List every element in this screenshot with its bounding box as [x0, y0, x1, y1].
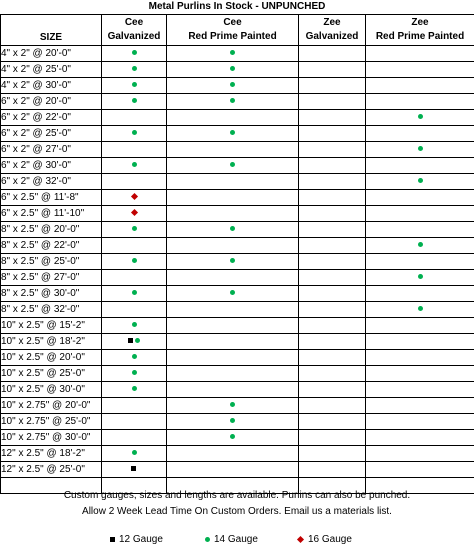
table-row [1, 414, 474, 430]
table-row [1, 334, 474, 350]
cee-galvanized-cell [102, 446, 167, 462]
cee-red-prime-cell [167, 142, 299, 158]
green-dot-icon [205, 537, 210, 542]
green-dot-icon [132, 226, 137, 231]
size-cell: 6" x 2" @ 22'-0" [1, 110, 102, 126]
notes-block [0, 488, 474, 520]
green-dot-icon [132, 98, 137, 103]
zee-red-prime-cell [366, 302, 474, 318]
green-dot-icon [132, 130, 137, 135]
table-body [1, 46, 474, 494]
zee-galvanized-cell [299, 254, 366, 270]
size-cell: 8" x 2.5" @ 27'-0" [1, 270, 102, 286]
green-dot-icon [132, 162, 137, 167]
zee-galvanized-cell [299, 190, 366, 206]
table-row [1, 222, 474, 238]
cee-red-prime-cell [167, 334, 299, 350]
cee-red-prime-cell [167, 62, 299, 78]
cee-red-prime-column-header [167, 15, 299, 46]
legend-label-14-gauge: 14 Gauge [214, 534, 258, 545]
table-row [1, 46, 474, 62]
zee-red-prime-cell [366, 142, 474, 158]
green-dot-icon [230, 290, 235, 295]
zee-red-prime-cell [366, 46, 474, 62]
green-dot-icon [132, 66, 137, 71]
cee-galvanized-cell [102, 62, 167, 78]
zee-galvanized-cell [299, 222, 366, 238]
zee-galvanized-cell [299, 238, 366, 254]
cee-galvanized-cell [102, 254, 167, 270]
zee-red-prime-cell [366, 366, 474, 382]
zee-red-prime-cell [366, 206, 474, 222]
size-cell: 10" x 2.5" @ 18'-2" [1, 334, 102, 350]
zee-red-prime-cell [366, 446, 474, 462]
size-cell: 8" x 2.5" @ 30'-0" [1, 286, 102, 302]
cee-galvanized-header-line1: Cee [124, 17, 144, 28]
green-dot-icon [132, 82, 137, 87]
zee-galvanized-cell [299, 158, 366, 174]
zee-galvanized-cell [299, 462, 366, 478]
zee-galvanized-cell [299, 126, 366, 142]
green-dot-icon [132, 290, 137, 295]
note-custom-sizes: Custom gauges, sizes and lengths are available. Purlins can also be punched. [63, 490, 411, 501]
legend-item-12-gauge [110, 533, 163, 547]
table-row [1, 366, 474, 382]
green-dot-icon [132, 450, 137, 455]
black-square-icon [128, 338, 133, 343]
size-cell: 8" x 2.5" @ 20'-0" [1, 222, 102, 238]
size-cell: 12" x 2.5" @ 18'-2" [1, 446, 102, 462]
zee-red-prime-cell [366, 430, 474, 446]
zee-galvanized-cell [299, 366, 366, 382]
table-row [1, 174, 474, 190]
cee-galvanized-cell [102, 78, 167, 94]
legend-label-12-gauge: 12 Gauge [119, 534, 163, 545]
cee-red-prime-cell [167, 110, 299, 126]
cee-galvanized-cell [102, 46, 167, 62]
cee-galvanized-cell [102, 286, 167, 302]
legend-item-14-gauge [205, 533, 258, 547]
header-row [1, 15, 474, 46]
green-dot-icon [230, 66, 235, 71]
red-diamond-icon [130, 209, 137, 216]
cee-galvanized-cell [102, 238, 167, 254]
zee-galvanized-cell [299, 62, 366, 78]
size-column-header: SIZE [1, 15, 102, 46]
purlin-stock-table [0, 14, 474, 494]
table-row [1, 78, 474, 94]
legend-item-16-gauge [298, 533, 352, 547]
size-cell: 6" x 2" @ 32'-0" [1, 174, 102, 190]
zee-galvanized-cell [299, 206, 366, 222]
cee-galvanized-cell [102, 382, 167, 398]
cee-galvanized-cell [102, 398, 167, 414]
zee-red-prime-cell [366, 94, 474, 110]
zee-galvanized-cell [299, 318, 366, 334]
green-dot-icon [132, 370, 137, 375]
zee-galvanized-cell [299, 430, 366, 446]
size-cell: 6" x 2.5" @ 11'-8" [1, 190, 102, 206]
zee-galvanized-cell [299, 334, 366, 350]
green-dot-icon [230, 226, 235, 231]
size-cell: 8" x 2.5" @ 25'-0" [1, 254, 102, 270]
size-cell: 10" x 2.5" @ 15'-2" [1, 318, 102, 334]
size-cell: 10" x 2.75" @ 20'-0" [1, 398, 102, 414]
zee-galvanized-cell [299, 142, 366, 158]
cee-galvanized-cell [102, 206, 167, 222]
cee-galvanized-cell [102, 222, 167, 238]
size-cell: 4" x 2" @ 30'-0" [1, 78, 102, 94]
zee-galvanized-cell [299, 382, 366, 398]
cee-red-prime-cell [167, 430, 299, 446]
cee-red-prime-cell [167, 254, 299, 270]
cee-red-prime-cell [167, 462, 299, 478]
note-lead-time: Allow 2 Week Lead Time On Custom Orders. Email us a materials list. [82, 506, 392, 517]
green-dot-icon [132, 258, 137, 263]
zee-red-prime-cell [366, 398, 474, 414]
cee-red-prime-cell [167, 398, 299, 414]
cee-red-prime-cell [167, 78, 299, 94]
size-cell: 4" x 2" @ 20'-0" [1, 46, 102, 62]
table-row [1, 206, 474, 222]
cee-galvanized-cell [102, 158, 167, 174]
zee-red-prime-column-header [366, 15, 474, 46]
green-dot-icon [135, 338, 140, 343]
zee-galvanized-cell [299, 110, 366, 126]
zee-galvanized-column-header [299, 15, 366, 46]
cee-red-prime-cell [167, 270, 299, 286]
zee-galvanized-cell [299, 270, 366, 286]
cee-galvanized-column-header [102, 15, 167, 46]
zee-galvanized-header-line1: Zee [323, 17, 341, 28]
cee-red-prime-cell [167, 46, 299, 62]
zee-galvanized-cell [299, 398, 366, 414]
zee-red-prime-cell [366, 334, 474, 350]
green-dot-icon [418, 274, 423, 279]
zee-galvanized-cell [299, 46, 366, 62]
green-dot-icon [132, 50, 137, 55]
size-cell: 6" x 2.5" @ 11'-10" [1, 206, 102, 222]
cee-red-prime-cell [167, 174, 299, 190]
zee-red-prime-cell [366, 350, 474, 366]
cee-galvanized-cell [102, 414, 167, 430]
size-cell: 8" x 2.5" @ 22'-0" [1, 238, 102, 254]
zee-galvanized-cell [299, 414, 366, 430]
zee-galvanized-cell [299, 350, 366, 366]
cee-galvanized-cell [102, 350, 167, 366]
size-cell: 12" x 2.5" @ 25'-0" [1, 462, 102, 478]
green-dot-icon [418, 146, 423, 151]
cee-red-prime-cell [167, 190, 299, 206]
zee-red-prime-cell [366, 174, 474, 190]
green-dot-icon [230, 418, 235, 423]
cee-red-prime-cell [167, 286, 299, 302]
table-row [1, 446, 474, 462]
table-row [1, 254, 474, 270]
cee-galvanized-cell [102, 270, 167, 286]
cee-galvanized-header-line2: Galvanized [107, 31, 161, 42]
table-row [1, 350, 474, 366]
table-row [1, 62, 474, 78]
green-dot-icon [230, 162, 235, 167]
cee-red-prime-cell [167, 94, 299, 110]
green-dot-icon [230, 82, 235, 87]
page-title: Metal Purlins In Stock - UNPUNCHED [148, 1, 326, 12]
zee-red-prime-cell [366, 222, 474, 238]
zee-red-prime-cell [366, 190, 474, 206]
green-dot-icon [132, 386, 137, 391]
table-row [1, 302, 474, 318]
zee-red-prime-header-line1: Zee [411, 17, 429, 28]
size-cell: 6" x 2" @ 30'-0" [1, 158, 102, 174]
cee-red-prime-cell [167, 382, 299, 398]
black-square-icon [110, 537, 115, 542]
cee-red-prime-cell [167, 206, 299, 222]
table-row [1, 94, 474, 110]
zee-red-prime-cell [366, 462, 474, 478]
size-cell: 10" x 2.5" @ 30'-0" [1, 382, 102, 398]
cee-galvanized-cell [102, 366, 167, 382]
table-row [1, 382, 474, 398]
table-row [1, 110, 474, 126]
cee-red-prime-cell [167, 222, 299, 238]
table-row [1, 126, 474, 142]
legend-label-16-gauge: 16 Gauge [308, 534, 352, 545]
cee-red-prime-cell [167, 414, 299, 430]
table-row [1, 318, 474, 334]
zee-red-prime-cell [366, 414, 474, 430]
zee-galvanized-cell [299, 302, 366, 318]
table-row [1, 190, 474, 206]
zee-red-prime-cell [366, 318, 474, 334]
cee-galvanized-cell [102, 302, 167, 318]
green-dot-icon [418, 306, 423, 311]
zee-galvanized-cell [299, 446, 366, 462]
zee-red-prime-cell [366, 270, 474, 286]
zee-galvanized-cell [299, 174, 366, 190]
cee-red-prime-header-line1: Cee [223, 17, 242, 28]
size-cell: 6" x 2" @ 27'-0" [1, 142, 102, 158]
green-dot-icon [230, 402, 235, 407]
gauge-legend [0, 533, 474, 547]
zee-red-prime-cell [366, 78, 474, 94]
black-square-icon [131, 466, 136, 471]
zee-red-prime-cell [366, 238, 474, 254]
zee-red-prime-cell [366, 254, 474, 270]
red-diamond-icon [297, 536, 304, 543]
cee-red-prime-cell [167, 318, 299, 334]
green-dot-icon [230, 258, 235, 263]
cee-galvanized-cell [102, 190, 167, 206]
zee-galvanized-header-line2: Galvanized [305, 31, 359, 42]
size-cell: 6" x 2" @ 20'-0" [1, 94, 102, 110]
cee-galvanized-cell [102, 334, 167, 350]
size-cell: 10" x 2.5" @ 25'-0" [1, 366, 102, 382]
cee-red-prime-cell [167, 238, 299, 254]
green-dot-icon [230, 130, 235, 135]
zee-red-prime-cell [366, 62, 474, 78]
green-dot-icon [418, 114, 423, 119]
cee-galvanized-cell [102, 94, 167, 110]
cee-red-prime-cell [167, 158, 299, 174]
table-row [1, 238, 474, 254]
cee-red-prime-cell [167, 446, 299, 462]
cee-galvanized-cell [102, 318, 167, 334]
zee-red-prime-cell [366, 382, 474, 398]
table-row [1, 430, 474, 446]
zee-red-prime-cell [366, 158, 474, 174]
zee-red-prime-cell [366, 286, 474, 302]
table-row [1, 398, 474, 414]
cee-galvanized-cell [102, 430, 167, 446]
cee-red-prime-cell [167, 366, 299, 382]
size-cell: 10" x 2.5" @ 20'-0" [1, 350, 102, 366]
cee-galvanized-cell [102, 174, 167, 190]
cee-galvanized-cell [102, 126, 167, 142]
zee-galvanized-cell [299, 286, 366, 302]
table-row [1, 286, 474, 302]
cee-galvanized-cell [102, 110, 167, 126]
size-cell: 10" x 2.75" @ 30'-0" [1, 430, 102, 446]
green-dot-icon [132, 354, 137, 359]
table-row [1, 270, 474, 286]
cee-red-prime-cell [167, 126, 299, 142]
green-dot-icon [418, 178, 423, 183]
zee-red-prime-cell [366, 110, 474, 126]
green-dot-icon [230, 434, 235, 439]
zee-red-prime-header-line2: Red Prime Painted [375, 31, 465, 42]
cee-red-prime-cell [167, 350, 299, 366]
size-cell: 10" x 2.75" @ 25'-0" [1, 414, 102, 430]
green-dot-icon [230, 50, 235, 55]
cee-galvanized-cell [102, 142, 167, 158]
cee-red-prime-header-line2: Red Prime Painted [188, 31, 277, 42]
cee-galvanized-cell [102, 462, 167, 478]
size-cell: 8" x 2.5" @ 32'-0" [1, 302, 102, 318]
zee-galvanized-cell [299, 78, 366, 94]
red-diamond-icon [130, 193, 137, 200]
green-dot-icon [230, 98, 235, 103]
zee-galvanized-cell [299, 94, 366, 110]
green-dot-icon [132, 322, 137, 327]
green-dot-icon [418, 242, 423, 247]
zee-red-prime-cell [366, 126, 474, 142]
table-row [1, 158, 474, 174]
table-row [1, 142, 474, 158]
size-cell: 6" x 2" @ 25'-0" [1, 126, 102, 142]
table-row [1, 462, 474, 478]
cee-red-prime-cell [167, 302, 299, 318]
size-cell: 4" x 2" @ 25'-0" [1, 62, 102, 78]
